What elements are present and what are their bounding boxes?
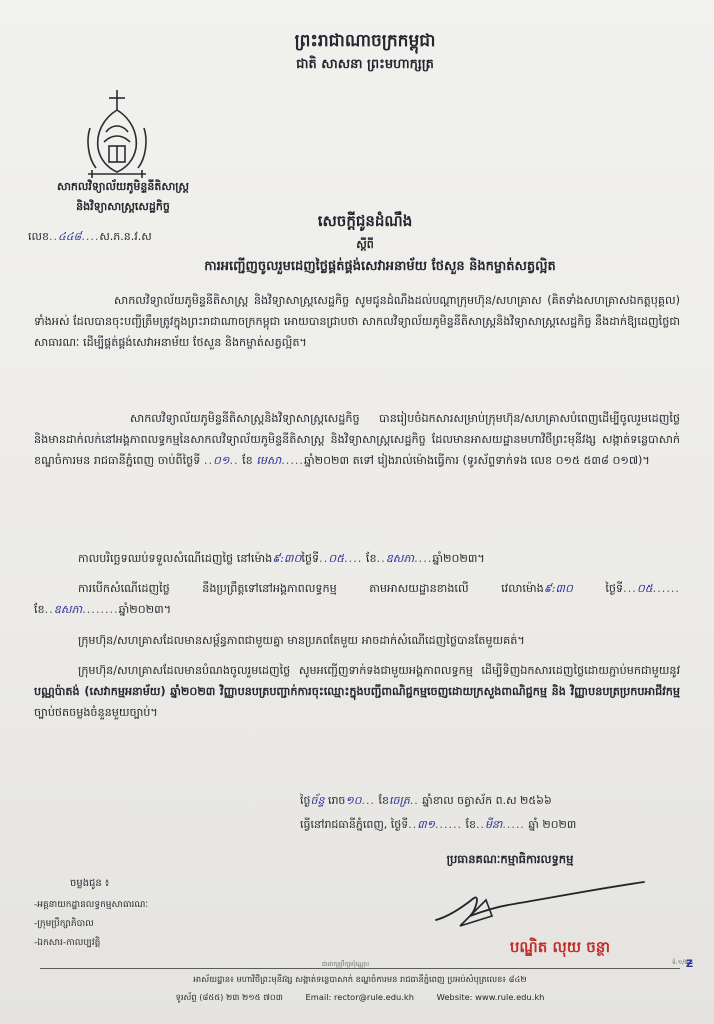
footer-email: Email: rector@rule.edu.kh [305, 992, 414, 1002]
cc-item: -ឯកសារ-កាលប្បវត្តិ [34, 938, 101, 948]
reference-handwritten-number: ៤៤៨ [57, 230, 82, 243]
paragraph-documents: សាកលវិទ្យាល័យភូមិន្ទនីតិសាស្ត្រនិងវិទ្យាសាស្ត្រសេដ្ឋកិច្ច បានរៀបចំឯកសារសម្រាប់ក្រុមហ៊ុន/សហគ្រាសបំពេញដើម្បីចូលរួមដេញថ្លៃ និងមានដាក់លក់នៅអង្គភាពលទ្ធកម្មនៃសាកលវិទ្យាល័យភូមិន្ទនីតិសាស្ត្រ និងវិទ្យាសាស្ត្រសេដ្ឋកិច្ច ដែលមានអាសយដ្ឋានមហាវិថីព្រះមុនីវង្ស សង្កាត់ទន្លេបាសាក់ ខណ្ឌចំការមន រាជធានីភ្នំពេញ ចាប់ពីថ្ងៃទី ..០១.. ខែ មេសា.....ឆ្នាំ២០២៣ តទៅ រៀងរាល់ម៉ោងធ្វើការ (ទូរស័ព្ទទាក់ទង លេខ ០១៥ ៥៣៨ ០១៧)។ [34, 412, 680, 467]
gregorian-date: ធ្វើនៅរាជធានីភ្នំពេញ, ថ្ងៃទី..៣១...... ខែ..មីនា..... ឆ្នាំ ២០២៣ [300, 818, 577, 831]
lunar-date: ថ្ងៃច័ន្ទ រោច១០... ខែចេត្រ.. ឆ្នាំខាល ចត្វាស័ក ព.ស ២៥៦៦ [300, 794, 552, 807]
footer-website: Website: www.rule.edu.kh [436, 992, 545, 1002]
handwritten-start-month: មេសា [256, 454, 282, 467]
handwritten-opening-day: ០៥ [636, 582, 653, 595]
reference-suffix: ស.ភ.ន.វ.ស [99, 230, 152, 243]
handwritten-weekday: ច័ន្ទ [310, 794, 325, 807]
cc-item: -អគ្គនាយកដ្ឋានលទ្ធកម្មសាធារណៈ [34, 900, 149, 910]
handwritten-deadline-time: ៩:៣០ [272, 552, 302, 565]
national-motto: ជាតិ សាសនា ព្រះមហាក្សត្រ [296, 57, 434, 72]
page-number: ទំ.១/២ [672, 959, 689, 966]
footer-contact [40, 992, 680, 1005]
handwritten-deadline-day: ០៥ [328, 552, 345, 565]
handwritten-lunar-day: ១០ [345, 794, 362, 807]
university-emblem-icon [82, 88, 152, 180]
university-name-line-2: និងវិទ្យាសាស្ត្រសេដ្ឋកិច្ច [76, 200, 170, 213]
footer-divider [40, 968, 680, 969]
cc-list [34, 896, 234, 953]
handwritten-signature [430, 876, 650, 936]
handwritten-deadline-month: ឧសភា [385, 552, 415, 565]
university-name-line-1: សាកលវិទ្យាល័យភូមិន្ទនីតិសាស្ត្រ [56, 180, 190, 193]
footer-watermark-text: ជាពាក្យប្រឹក្សាប៉ុណ្ណោះ [322, 961, 370, 968]
paragraph-affiliation: ក្រុមហ៊ុន/សហគ្រាសដែលមានសម្ព័ន្ធភាពជាមួយគ្នា មានប្រភពតែមួយ អាចដាក់សំណើដេញថ្លៃបានតែមួយគត់។ [78, 634, 525, 647]
required-documents: បណ្ណប៉ាតង់ (សេវាកម្មអនាម័យ) ឆ្នាំ២០២៣ វិញ្ញាបនបត្របញ្ជាក់ការចុះឈ្មោះក្នុងបញ្ជីពាណិជ្ជកម្មចេញដោយក្រសួងពាណិជ្ជកម្ម និង វិញ្ញាបនបត្រប្រកបអាជីវកម្ម [34, 685, 680, 698]
paragraph-deadline: កាលបរិច្ឆេទឈប់ទទួលសំណើដេញថ្លៃ នៅម៉ោង៩:៣០ថ្ងៃទី..០៥.... ខែ..ឧសភា....ឆ្នាំ២០២៣។ [78, 552, 485, 565]
cc-item: -ក្រុមប្រឹក្សាភិបាល [34, 919, 94, 929]
footer-phone: ទូរស័ព្ទ (៨៥៥) ២៣ ២១៥ ៧០៣ [175, 992, 283, 1002]
kingdom-title: ព្រះរាជាណាចក្រកម្ពុជា [294, 31, 436, 51]
handwritten-greg-day: ៣១ [417, 818, 435, 831]
signer-name: បណ្ឌិត លុយ ចន្ថា [509, 938, 611, 956]
handwritten-greg-month: មីនា [484, 818, 503, 831]
chairman-title: ប្រធានគណៈកម្មាធិការលទ្ធកម្ម [446, 852, 574, 866]
paragraph-announcement: សាកលវិទ្យាល័យភូមិន្ទនីតិសាស្ត្រ និងវិទ្យាសាស្ត្រសេដ្ឋកិច្ច សូមជូនដំណឹងដល់បណ្តាក្រុមហ៊ុន/សហគ្រាស (គិតទាំងសហគ្រាសឯកត្តបុគ្គល) ទាំងអស់ ដែលបានចុះបញ្ជីត្រឹមត្រូវក្នុងព្រះរាជាណាចក្រកម្ពុជា អោយបានជ្រាបថា សាកលវិទ្យាល័យភូមិន្ទនីតិសាស្ត្រនិងវិទ្យាសាស្ត្រសេដ្ឋកិច្ច នឹងដាក់ឱ្យដេញថ្លៃជាសាធារណៈ ដើម្បីផ្គត់ផ្គង់សេវាអនាម័យ ថែសួន និងកម្ចាត់សត្វល្អិត។ [34, 294, 680, 349]
initials-mark: ᵶ [686, 955, 693, 971]
document-title: សេចក្តីជូនដំណឹង [317, 212, 413, 230]
handwritten-opening-time: ៩:៣០ [543, 582, 573, 595]
handwritten-start-day: ០១ [213, 454, 230, 467]
footer-address: អាស័យដ្ឋាន៖ មហាវិថីព្រះមុនីវង្ស សង្កាត់ទន្លេបាសាក់ ខណ្ឌចំការមន រាជធានីភ្នំពេញ ប្រអប់សំបុត្រលេខ៖ ៨៤២ [193, 974, 527, 984]
paragraph-requirements: ក្រុមហ៊ុន/សហគ្រាសដែលមានបំណងចូលរួមដេញថ្លៃ សូមអញ្ជើញទាក់ទងជាមួយអង្គភាពលទ្ធកម្ម ដើម្បីទិញឯកសារដេញថ្លៃដោយភ្ជាប់មកជាមួយនូវបណ្ណប៉ាតង់ (សេវាកម្មអនាម័យ) ឆ្នាំ២០២៣ វិញ្ញាបនបត្របញ្ជាក់ការចុះឈ្មោះក្នុងបញ្ជីពាណិជ្ជកម្មចេញដោយក្រសួងពាណិជ្ជកម្ម និង វិញ្ញាបនបត្រប្រកបអាជីវកម្ម ច្បាប់ថតចម្លងចំនួនមួយច្បាប់។ [34, 664, 680, 719]
reference-label: លេខ [28, 230, 49, 243]
subject-line: ការអញ្ជើញចូលរួមដេញថ្លៃផ្គត់ផ្គង់សេវាអនាម័យ ថែសួន និងកម្ចាត់សត្វល្អិត [204, 259, 556, 274]
subject-label: ស្តីពី [356, 238, 374, 251]
handwritten-lunar-month: ចេត្រ [389, 794, 410, 807]
paragraph-opening: ការបើកសំណើដេញថ្លៃ នឹងប្រព្រឹត្តទៅនៅអង្គភាពលទ្ធកម្ម តាមអាសយដ្ឋានខាងលើ វេលាម៉ោង៩:៣០ ថ្ងៃទី...០៥...... ខែ..ឧសភា........ឆ្នាំ២០២៣។ [34, 582, 680, 616]
cc-heading: ចម្លងជូន ៖ [70, 878, 110, 889]
handwritten-opening-month: ឧសភា [53, 603, 83, 616]
reference-number: លេខ..៤៤៨....ស.ភ.ន.វ.ស [28, 230, 152, 243]
